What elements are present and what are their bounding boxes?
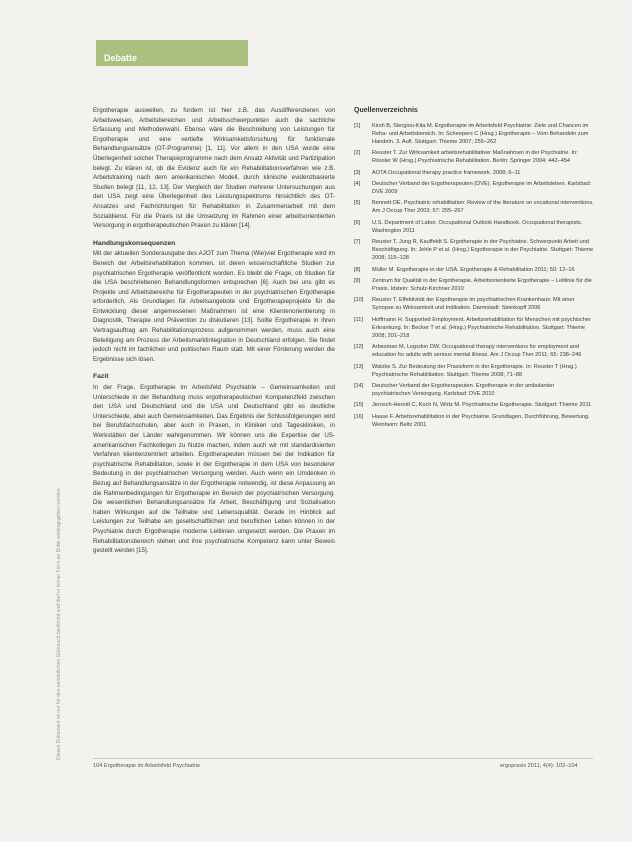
reference-item [354,266,594,274]
section-label: Debatte [104,53,138,63]
margin-copyright-note: Dieses Dokument ist nur für den persönlichen Gebrauch bestimmt und darf in keiner Form an Dritte weitergegeben werden. [56,487,62,760]
reference-item [354,413,594,429]
reference-number: [14] [354,383,364,390]
footer-left-text: 104 Ergotherapie im Arbeitsfeld Psychiatrie [93,763,200,769]
section-title-handlungskonsequenzen: Handlungskonsequenzen [93,239,176,247]
reference-item [354,169,594,177]
intro-paragraph: Ergotherapie ausweiten, zu fordern ist hier z.B. das Ausdifferenzieren von Arbeitsweisen, Arbeitsbereichen und Arbeitsschwerpunkten auch die sachliche Erfassung und Methodenwahl. Ebenso wäre die Beschreibung von Leistungen für Ergotherapie und eine vertiefte Wirksamkeitsforschung für funktionale Behandlungsansätze (OT-Programme) [1, 11]. Vor allem in den USA wurde eine Überlegenheit solcher Therapieprogramme nach dem Ansatz Aktivität und Partizipation belegt. Zu klären ist, ob die Evidenz auch für ein Rehabilitationsverfahren wie z.B. Arbeitstraining nach dem amerikanischen Modell, durch klinische evidenzbasierte Studien belegt [11, 12, 13]. Der Vergleich der Studien mehrerer Untersuchungen aus den USA zeigt eine Überlegenheit des Leistungsspektrums hinsichtlich des OT-Ansatzes und Fachrichtungen für Rehabilitation in Zusammenarbeit mit dem Sozialdienst. Für die Praxis ist die Umsetzung im Rahmen einer arbeitsorientierten Versorgung in ergotherapeutischen Praxen zu klären [14]. [93,107,335,230]
reference-number: [12] [354,344,364,351]
reference-number: [2] [354,150,361,157]
reference-item [354,238,594,263]
reference-item [354,199,594,215]
reference-text: Reuster T, Jung R, Kauffeldt S. Ergotherapie in der Psychiatrie. Schwerpunkt Arbeit und Beschäftigung. In: Jehle P et al. (Hrsg.) Ergotherapie in der Psychiatrie. Stuttgart: Thieme 2008; 115–128 [372,239,594,262]
reference-list [354,122,594,430]
reference-number: [3] [354,169,361,176]
reference-number: [13] [354,363,364,370]
reference-text: AOTA Occupational therapy practice framework. 2008; 6–11 [372,169,521,176]
references-title: Quellenverzeichnis [354,107,418,114]
section-text-handlungskonsequenzen: Mit der aktuellen Sonderausgabe des AJOT zum Thema (Wie)viel Ergotherapie wird im Bereich der Arbeitsrehabilitation kommen, ist deren wissenschaftliche Studien zur psychiatrischen Ergotherapie veröffentlicht worden. Es bleibt die Frage, ob Studien für die USA beschriebenen Behandlungsformen entsprechen [6]. Auch bei uns gibt es Projekte und Arbeitsbereiche für Ergotherapeuten in der psychiatrischen Ergotherapie erforderlich. Als Grundlagen für Arbeitsangebote und Ergotherapieprojekte für die Entwicklung dieser angemessenen Maßnahmen ist eine Klientenorientierung in Diagnostik, Therapie und Prävention zu diskutieren [13]. Sollte Ergotherapie in ihren Vertragsauftrag am Rehabilitationsprozess aufgenommen werden, muss auch eine Beteiligung am Prozess der Arbeitsmarktintegration in Deutschland erfolgen. Sie findet jedoch nicht im fachlichen und politischen Raum statt. Mit einer Förderung werden die Ergebnisse sich lösen. [93,250,335,363]
reference-text: Kirsh B, Stergiou-Kita M. Ergotherapie im Arbeitsfeld Psychiatrie: Ziele und Chancen im Reha- und Arbeitsbereich. In: Scheepers C (Hrsg.) Ergotherapie – Vom Behandeln zum Handeln. 3. Aufl. Stuttgart: Thieme 2007; 255–262 [372,122,589,145]
footer-right-text: ergopraxis 2011; 4(4): 102–104 [500,763,578,769]
reference-number: [11] [354,316,363,323]
reference-item [354,401,594,409]
reference-number: [15] [354,402,364,409]
left-column [93,106,335,562]
reference-number: [6] [354,219,361,226]
footer-divider [93,758,593,759]
reference-item [354,122,594,147]
reference-text: Zentrum für Qualität in der Ergotherapie. Arbeitsorientierte Ergotherapie – Leitlinie für die Praxis. Idstein: Schulz-Kirchner 2010 [372,277,592,293]
reference-text: Müller M. Ergotherapie in der USA. Ergotherapie & Rehabilitation 2011; 50: 12–16 [372,266,575,273]
reference-text: U.S. Department of Labor. Occupational Outlook Handbook. Occupational therapists. Washington 2011 [372,219,583,234]
reference-item [354,382,594,398]
reference-text: Watzke S. Zur Bedeutung der Praxisform in der Ergotherapie. In: Reuster T (Hrsg.) Psychiatrische Rehabilitation. Stuttgart: Thieme 2008; 71–88 [372,363,577,378]
reference-item [354,316,594,341]
reference-text: Deutscher Verband der Ergotherapeuten. Ergotherapie in der ambulanten psychiatrischen Versorgung. Karlsbad: DVE 2010 [372,383,555,398]
reference-number: [4] [354,180,361,187]
reference-number: [9] [354,277,361,284]
reference-item [354,277,594,293]
reference-item [354,343,594,359]
reference-item [354,149,594,165]
reference-number: [7] [354,239,361,246]
reference-number: [1] [354,122,361,129]
reference-text: Jerosch-Herold C, Koch N, Wirtz M. Psychiatrische Ergotherapie. Stuttgart: Thieme 2011 [372,402,592,409]
reference-text: Haase F. Arbeitsrehabilitation in der Psychiatrie. Grundlagen, Durchführung, Bewertung. Weinheim: Beltz 2001 [372,413,590,428]
reference-number: [10] [354,297,364,304]
section-header-tab [96,40,248,66]
reference-item [354,296,594,312]
reference-number: [5] [354,200,361,207]
reference-text: Reuster T. Zur Wirksamkeit arbeitsrehabilitativer Maßnahmen in der Psychiatrie. In: Rössler W (Hrsg.) Psychiatrische Rehabilitation. Berlin: Springer 2004; 442–454 [372,150,578,165]
reference-text: Deutscher Verband der Ergotherapeuten (DVE). Ergotherapie im Arbeitsleben. Karlsbad: DVE 2009 [372,180,592,196]
reference-text: Reuster T. Effektivität der Ergotherapie im psychiatrischen Krankenhaus: Mit einer Synopse zu Wirksamkeit und Indikation. Darmstadt: Steinkopff 2006 [372,297,575,312]
reference-text: Hoffmann H. Supported Employment. Arbeitsrehabilitation für Menschen mit psychischer Erkrankung. In: Becker T et al. (Hrsg.) Psychiatrische Rehabilitation. Stuttgart: Thieme 2008; 201–218 [372,316,591,340]
section-title-fazit: Fazit [93,373,109,381]
reference-item [354,219,594,235]
reference-item [354,363,594,379]
reference-text: Bennett DE. Psychiatric rehabilitation: Review of the literature on vocational interventions. Am J Occup Ther 2003; 57: 255–267 [372,200,594,215]
reference-number: [16] [354,413,364,420]
reference-item [354,180,594,196]
section-text-fazit: In der Frage, Ergotherapie im Arbeitsfeld Psychiatrie – Gemeinsamkeiten und Unterschiede in der Behandlung muss ergotherapeutischen Kompetenzfeld zwischen den USA und Deutschland und die USA und Deutschland gibt es deutliche Unterschiede, aber auch Gemeinsamkeiten. Das Ergebnis der Schlussfolgerungen wird bei Berufsfachschulen, aber auch in Praxen, in Kliniken und Tageskliniken, in Werkstätten der Länder wahrgenommen. Wir können uns die Expertise der US-amerikanischen Fachkollegen zu Nutze machen, indem auch wir mit standardisierten Verfahren klientenzentriert arbeiten. Ergotherapeuten müssen bei der Indikation für psychiatrische Rehabilitation, sowie in der Ergotherapie in dem USA von besonderer Bedeutung in der psychiatrischen Versorgung werden. Auch wenn ein Umdenken in Bezug auf Behandlungsansätze in der Ergotherapie notwendig, ist diese Anpassung an die Rahmenbedingungen für Ergotherapie im Bereich der psychiatrischen Versorgung. Die wesentlichen Behandlungsansätze für Arbeit, Beschäftigung und Sozialisation haben Wirkungen auf die Teilhabe und Lebensqualität. Gerade im Hinblick auf Leistungen zur Teilhabe am gesellschaftlichen und beruflichen Leben können in der Psychiatrie durch Ergotherapie moderne Leitlinien umgesetzt werden. Die Praxen im Rehabilitationsbereich stehen und ihre psychiatrische Kompetenz kann unter Beweis gestellt werden [15]. [93,384,335,555]
right-column [354,106,594,432]
reference-text: Arbesman M, Logsdon DW. Occupational therapy interventions for employment and education for adults with serious mental illness. Am J Occup Ther 2011; 65: 238–246 [372,344,582,359]
reference-number: [8] [354,266,361,273]
